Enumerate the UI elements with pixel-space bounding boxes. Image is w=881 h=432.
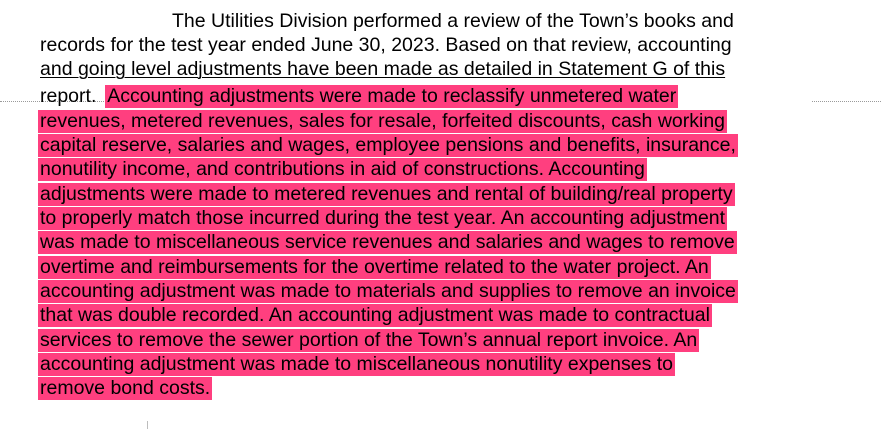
paragraph-line-3 <box>40 58 725 81</box>
stray-mark <box>147 421 148 429</box>
paragraph-line-2 <box>40 34 732 57</box>
line-4-text: report. <box>40 85 97 107</box>
highlighted-text: to properly match those incurred during the test year. An accounting adjustment <box>40 207 726 229</box>
paragraph-line-8 <box>40 183 735 206</box>
paragraph-line-15 <box>40 353 675 376</box>
paragraph-line-7 <box>40 158 647 181</box>
paragraph-line-9 <box>40 207 727 230</box>
paragraph-line-6 <box>40 134 738 157</box>
paragraph-line-5 <box>40 110 727 133</box>
highlighted-text: was made to miscellaneous service revenues and salaries and wages to remove <box>40 231 735 253</box>
paragraph-line-12 <box>40 280 738 303</box>
paragraph-line-10 <box>40 231 737 254</box>
line-3-text: and going level adjustments have been made as detailed in Statement G of this <box>40 58 726 80</box>
paragraph-line-4 <box>40 85 678 108</box>
highlighted-text: Accounting adjustments were made to reclassify unmetered water <box>107 85 677 107</box>
highlighted-text: accounting adjustment was made to miscellaneous nonutility expenses to <box>40 353 674 375</box>
line-1-text: The Utilities Division performed a review of the Town’s books and <box>172 10 734 32</box>
right-margin-rule <box>812 101 881 102</box>
paragraph-line-11 <box>40 256 711 279</box>
paragraph-line-1 <box>172 10 734 33</box>
highlighted-text: accounting adjustment was made to materials and supplies to remove an invoice <box>40 280 736 302</box>
highlighted-text: nonutility income, and contributions in aid of constructions. Accounting <box>40 158 645 180</box>
highlighted-text: adjustments were made to metered revenues and rental of building/real property <box>40 183 733 205</box>
highlighted-text: overtime and reimbursements for the overtime related to the water project. An <box>40 256 709 278</box>
highlighted-text: remove bond costs. <box>40 377 211 399</box>
paragraph-line-14 <box>40 329 699 352</box>
line-2-text: records for the test year ended June 30, 2023. Based on that review, accounting <box>40 34 732 56</box>
paragraph-line-13 <box>40 304 712 327</box>
highlighted-text: revenues, metered revenues, sales for resale, forfeited discounts, cash working <box>40 110 726 132</box>
paragraph-line-16 <box>40 377 212 400</box>
highlighted-text: capital reserve, salaries and wages, employee pensions and benefits, insurance, <box>40 134 736 156</box>
highlighted-text: that was double recorded. An accounting adjustment was made to contractual <box>40 304 710 326</box>
highlighted-text: services to remove the sewer portion of the Town’s annual report invoice. An <box>40 329 698 351</box>
